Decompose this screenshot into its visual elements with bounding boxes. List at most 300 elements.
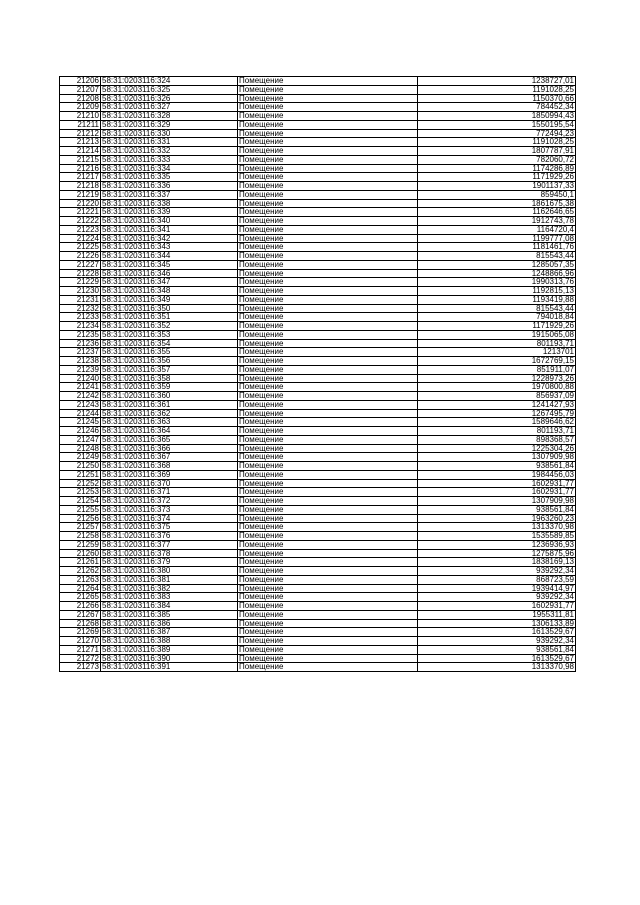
cadastral-value-cell: 1191028,25 <box>418 138 576 147</box>
cadastral-number-cell: 58:31:0203116:350 <box>101 304 238 313</box>
cadastral-value-cell: 1241427,93 <box>418 400 576 409</box>
table-row <box>60 147 576 156</box>
cadastral-number-cell: 58:31:0203116:364 <box>101 427 238 436</box>
cadastral-number-cell: 58:31:0203116:328 <box>101 112 238 121</box>
table-row <box>60 505 576 514</box>
cadastral-value-cell: 1162646,65 <box>418 208 576 217</box>
cadastral-number-cell: 58:31:0203116:382 <box>101 584 238 593</box>
cadastral-number-cell: 58:31:0203116:367 <box>101 453 238 462</box>
cadastral-number-cell: 58:31:0203116:325 <box>101 85 238 94</box>
row-number-cell: 21225 <box>60 243 101 252</box>
row-number-cell: 21210 <box>60 112 101 121</box>
table-row <box>60 584 576 593</box>
row-number-cell: 21223 <box>60 225 101 234</box>
cadastral-number-cell: 58:31:0203116:357 <box>101 365 238 374</box>
object-type-cell: Помещение <box>238 654 418 663</box>
cadastral-value-cell: 1248866,96 <box>418 269 576 278</box>
row-number-cell: 21269 <box>60 628 101 637</box>
table-row <box>60 173 576 182</box>
object-type-cell: Помещение <box>238 462 418 471</box>
table-row <box>60 348 576 357</box>
cadastral-value-cell: 851911,07 <box>418 365 576 374</box>
cadastral-value-cell: 1915065,08 <box>418 330 576 339</box>
table-row <box>60 164 576 173</box>
cadastral-value-cell: 801193,71 <box>418 339 576 348</box>
cadastral-number-cell: 58:31:0203116:353 <box>101 330 238 339</box>
object-type-cell: Помещение <box>238 217 418 226</box>
row-number-cell: 21233 <box>60 313 101 322</box>
row-number-cell: 21234 <box>60 322 101 331</box>
cadastral-value-cell: 1613529,67 <box>418 628 576 637</box>
table-row <box>60 94 576 103</box>
table-row <box>60 322 576 331</box>
row-number-cell: 21248 <box>60 444 101 453</box>
table-row <box>60 549 576 558</box>
cadastral-value-cell: 856937,09 <box>418 392 576 401</box>
cadastral-number-cell: 58:31:0203116:345 <box>101 260 238 269</box>
row-number-cell: 21252 <box>60 479 101 488</box>
cadastral-value-cell: 772494,23 <box>418 129 576 138</box>
table-row <box>60 654 576 663</box>
cadastral-value-cell: 938561,84 <box>418 462 576 471</box>
row-number-cell: 21222 <box>60 217 101 226</box>
row-number-cell: 21242 <box>60 392 101 401</box>
object-type-cell: Помещение <box>238 85 418 94</box>
cadastral-value-cell: 1589646,62 <box>418 418 576 427</box>
cadastral-number-cell: 58:31:0203116:390 <box>101 654 238 663</box>
object-type-cell: Помещение <box>238 155 418 164</box>
cadastral-value-cell: 1225304,26 <box>418 444 576 453</box>
object-type-cell: Помещение <box>238 400 418 409</box>
row-number-cell: 21216 <box>60 164 101 173</box>
row-number-cell: 21239 <box>60 365 101 374</box>
table-row <box>60 444 576 453</box>
cadastral-number-cell: 58:31:0203116:387 <box>101 628 238 637</box>
object-type-cell: Помещение <box>238 637 418 646</box>
cadastral-value-cell: 1602931,77 <box>418 488 576 497</box>
table-row <box>60 260 576 269</box>
cadastral-value-cell: 1535589,85 <box>418 532 576 541</box>
cadastral-value-cell: 1613529,67 <box>418 654 576 663</box>
cadastral-number-cell: 58:31:0203116:326 <box>101 94 238 103</box>
table-row <box>60 532 576 541</box>
object-type-cell: Помещение <box>238 523 418 532</box>
row-number-cell: 21213 <box>60 138 101 147</box>
row-number-cell: 21236 <box>60 339 101 348</box>
row-number-cell: 21230 <box>60 287 101 296</box>
cadastral-value-cell: 1307909,98 <box>418 453 576 462</box>
row-number-cell: 21250 <box>60 462 101 471</box>
cadastral-number-cell: 58:31:0203116:386 <box>101 619 238 628</box>
cadastral-number-cell: 58:31:0203116:374 <box>101 514 238 523</box>
cadastral-value-cell: 938561,84 <box>418 505 576 514</box>
cadastral-value-cell: 1970800,88 <box>418 383 576 392</box>
table-row <box>60 418 576 427</box>
table-row <box>60 208 576 217</box>
cadastral-value-cell: 1990313,76 <box>418 278 576 287</box>
object-type-cell: Помещение <box>238 243 418 252</box>
cadastral-number-cell: 58:31:0203116:337 <box>101 190 238 199</box>
row-number-cell: 21226 <box>60 252 101 261</box>
row-number-cell: 21267 <box>60 610 101 619</box>
table-row <box>60 252 576 261</box>
row-number-cell: 21268 <box>60 619 101 628</box>
cadastral-value-cell: 1984456,03 <box>418 470 576 479</box>
cadastral-number-cell: 58:31:0203116:380 <box>101 567 238 576</box>
table-row <box>60 567 576 576</box>
row-number-cell: 21207 <box>60 85 101 94</box>
row-number-cell: 21211 <box>60 120 101 129</box>
table-row <box>60 304 576 313</box>
object-type-cell: Помещение <box>238 120 418 129</box>
object-type-cell: Помещение <box>238 357 418 366</box>
row-number-cell: 21209 <box>60 103 101 112</box>
row-number-cell: 21244 <box>60 409 101 418</box>
row-number-cell: 21231 <box>60 295 101 304</box>
table-row <box>60 243 576 252</box>
object-type-cell: Помещение <box>238 514 418 523</box>
cadastral-number-cell: 58:31:0203116:334 <box>101 164 238 173</box>
cadastral-value-cell: 815543,44 <box>418 304 576 313</box>
cadastral-number-cell: 58:31:0203116:373 <box>101 505 238 514</box>
table-row <box>60 400 576 409</box>
object-type-cell: Помещение <box>238 190 418 199</box>
object-type-cell: Помещение <box>238 252 418 261</box>
cadastral-number-cell: 58:31:0203116:371 <box>101 488 238 497</box>
table-row <box>60 575 576 584</box>
cadastral-number-cell: 58:31:0203116:349 <box>101 295 238 304</box>
cadastral-value-cell: 1939414,97 <box>418 584 576 593</box>
cadastral-value-cell: 801193,71 <box>418 427 576 436</box>
table-row <box>60 610 576 619</box>
cadastral-number-cell: 58:31:0203116:389 <box>101 645 238 654</box>
cadastral-number-cell: 58:31:0203116:391 <box>101 663 238 672</box>
cadastral-value-cell: 898368,57 <box>418 435 576 444</box>
object-type-cell: Помещение <box>238 269 418 278</box>
object-type-cell: Помещение <box>238 365 418 374</box>
cadastral-value-cell: 939292,34 <box>418 637 576 646</box>
cadastral-value-cell: 1171929,26 <box>418 322 576 331</box>
row-number-cell: 21241 <box>60 383 101 392</box>
table-row <box>60 365 576 374</box>
cadastral-number-cell: 58:31:0203116:375 <box>101 523 238 532</box>
cadastral-value-cell: 939292,34 <box>418 593 576 602</box>
row-number-cell: 21263 <box>60 575 101 584</box>
table-row <box>60 645 576 654</box>
row-number-cell: 21221 <box>60 208 101 217</box>
object-type-cell: Помещение <box>238 295 418 304</box>
table-row <box>60 637 576 646</box>
object-type-cell: Помещение <box>238 497 418 506</box>
cadastral-value-cell: 939292,34 <box>418 567 576 576</box>
cadastral-value-cell: 1150370,66 <box>418 94 576 103</box>
table-row <box>60 77 576 86</box>
cadastral-value-cell: 1313370,98 <box>418 663 576 672</box>
row-number-cell: 21219 <box>60 190 101 199</box>
table-row <box>60 374 576 383</box>
cadastral-number-cell: 58:31:0203116:343 <box>101 243 238 252</box>
cadastral-value-cell: 782060,72 <box>418 155 576 164</box>
table-row <box>60 313 576 322</box>
object-type-cell: Помещение <box>238 348 418 357</box>
cadastral-number-cell: 58:31:0203116:372 <box>101 497 238 506</box>
cadastral-value-cell: 1955311,81 <box>418 610 576 619</box>
row-number-cell: 21220 <box>60 199 101 208</box>
object-type-cell: Помещение <box>238 164 418 173</box>
object-type-cell: Помещение <box>238 427 418 436</box>
table-row <box>60 225 576 234</box>
object-type-cell: Помещение <box>238 470 418 479</box>
object-type-cell: Помещение <box>238 330 418 339</box>
cadastral-value-cell: 1193419,88 <box>418 295 576 304</box>
cadastral-number-cell: 58:31:0203116:335 <box>101 173 238 182</box>
row-number-cell: 21262 <box>60 567 101 576</box>
cadastral-value-cell: 938561,84 <box>418 645 576 654</box>
cadastral-value-cell: 1275875,96 <box>418 549 576 558</box>
cadastral-value-cell: 1285057,35 <box>418 260 576 269</box>
row-number-cell: 21218 <box>60 182 101 191</box>
row-number-cell: 21271 <box>60 645 101 654</box>
cadastral-number-cell: 58:31:0203116:347 <box>101 278 238 287</box>
cadastral-number-cell: 58:31:0203116:332 <box>101 147 238 156</box>
object-type-cell: Помещение <box>238 374 418 383</box>
table-row <box>60 278 576 287</box>
row-number-cell: 21215 <box>60 155 101 164</box>
cadastral-number-cell: 58:31:0203116:362 <box>101 409 238 418</box>
row-number-cell: 21228 <box>60 269 101 278</box>
table-row <box>60 470 576 479</box>
row-number-cell: 21246 <box>60 427 101 436</box>
table-row <box>60 112 576 121</box>
object-type-cell: Помещение <box>238 173 418 182</box>
table-row <box>60 514 576 523</box>
cadastral-value-cell: 1912743,78 <box>418 217 576 226</box>
cadastral-value-cell: 1174286,89 <box>418 164 576 173</box>
table-row <box>60 120 576 129</box>
cadastral-value-cell: 1550195,54 <box>418 120 576 129</box>
cadastral-value-cell: 1213701 <box>418 348 576 357</box>
cadastral-value-cell: 784452,34 <box>418 103 576 112</box>
row-number-cell: 21229 <box>60 278 101 287</box>
row-number-cell: 21245 <box>60 418 101 427</box>
table-row <box>60 129 576 138</box>
cadastral-number-cell: 58:31:0203116:385 <box>101 610 238 619</box>
object-type-cell: Помещение <box>238 392 418 401</box>
cadastral-number-cell: 58:31:0203116:327 <box>101 103 238 112</box>
cadastral-value-cell: 1963260,23 <box>418 514 576 523</box>
table-row <box>60 479 576 488</box>
row-number-cell: 21237 <box>60 348 101 357</box>
cadastral-number-cell: 58:31:0203116:365 <box>101 435 238 444</box>
table-row <box>60 103 576 112</box>
cadastral-number-cell: 58:31:0203116:377 <box>101 540 238 549</box>
row-number-cell: 21257 <box>60 523 101 532</box>
cadastral-value-cell: 1267495,79 <box>418 409 576 418</box>
object-type-cell: Помещение <box>238 103 418 112</box>
cadastral-number-cell: 58:31:0203116:363 <box>101 418 238 427</box>
cadastral-number-cell: 58:31:0203116:324 <box>101 77 238 86</box>
object-type-cell: Помещение <box>238 435 418 444</box>
table-row <box>60 488 576 497</box>
cadastral-number-cell: 58:31:0203116:359 <box>101 383 238 392</box>
object-type-cell: Помещение <box>238 234 418 243</box>
cadastral-number-cell: 58:31:0203116:384 <box>101 602 238 611</box>
cadastral-number-cell: 58:31:0203116:370 <box>101 479 238 488</box>
cadastral-value-cell: 1236936,93 <box>418 540 576 549</box>
cadastral-value-cell: 1602931,77 <box>418 602 576 611</box>
object-type-cell: Помещение <box>238 479 418 488</box>
row-number-cell: 21224 <box>60 234 101 243</box>
object-type-cell: Помещение <box>238 77 418 86</box>
object-type-cell: Помещение <box>238 584 418 593</box>
cadastral-number-cell: 58:31:0203116:330 <box>101 129 238 138</box>
row-number-cell: 21243 <box>60 400 101 409</box>
row-number-cell: 21240 <box>60 374 101 383</box>
table-row <box>60 435 576 444</box>
table-row <box>60 217 576 226</box>
cadastral-value-cell: 1313370,98 <box>418 523 576 532</box>
table-row <box>60 383 576 392</box>
object-type-cell: Помещение <box>238 567 418 576</box>
cadastral-value-cell: 1807787,91 <box>418 147 576 156</box>
object-type-cell: Помещение <box>238 488 418 497</box>
object-type-cell: Помещение <box>238 593 418 602</box>
row-number-cell: 21206 <box>60 77 101 86</box>
cadastral-number-cell: 58:31:0203116:338 <box>101 199 238 208</box>
row-number-cell: 21247 <box>60 435 101 444</box>
row-number-cell: 21259 <box>60 540 101 549</box>
cadastral-value-cell: 859450,1 <box>418 190 576 199</box>
object-type-cell: Помещение <box>238 663 418 672</box>
cadastral-number-cell: 58:31:0203116:331 <box>101 138 238 147</box>
table-row <box>60 558 576 567</box>
row-number-cell: 21260 <box>60 549 101 558</box>
table-row <box>60 462 576 471</box>
cadastral-value-cell: 1199777,08 <box>418 234 576 243</box>
row-number-cell: 21227 <box>60 260 101 269</box>
object-type-cell: Помещение <box>238 505 418 514</box>
cadastral-number-cell: 58:31:0203116:381 <box>101 575 238 584</box>
cadastral-number-cell: 58:31:0203116:368 <box>101 462 238 471</box>
table-row <box>60 269 576 278</box>
cadastral-number-cell: 58:31:0203116:361 <box>101 400 238 409</box>
table-row <box>60 339 576 348</box>
object-type-cell: Помещение <box>238 575 418 584</box>
cadastral-number-cell: 58:31:0203116:354 <box>101 339 238 348</box>
table-row <box>60 409 576 418</box>
table-row <box>60 663 576 672</box>
cadastral-number-cell: 58:31:0203116:341 <box>101 225 238 234</box>
row-number-cell: 21214 <box>60 147 101 156</box>
cadastral-number-cell: 58:31:0203116:348 <box>101 287 238 296</box>
cadastral-value-cell: 1164720,4 <box>418 225 576 234</box>
row-number-cell: 21256 <box>60 514 101 523</box>
table-row <box>60 427 576 436</box>
row-number-cell: 21212 <box>60 129 101 138</box>
object-type-cell: Помещение <box>238 112 418 121</box>
row-number-cell: 21272 <box>60 654 101 663</box>
table-row <box>60 85 576 94</box>
table-row <box>60 593 576 602</box>
cadastral-value-cell: 1238727,01 <box>418 77 576 86</box>
object-type-cell: Помещение <box>238 287 418 296</box>
object-type-cell: Помещение <box>238 453 418 462</box>
object-type-cell: Помещение <box>238 138 418 147</box>
row-number-cell: 21255 <box>60 505 101 514</box>
object-type-cell: Помещение <box>238 602 418 611</box>
object-type-cell: Помещение <box>238 339 418 348</box>
row-number-cell: 21273 <box>60 663 101 672</box>
object-type-cell: Помещение <box>238 260 418 269</box>
table-row <box>60 628 576 637</box>
object-type-cell: Помещение <box>238 610 418 619</box>
cadastral-number-cell: 58:31:0203116:333 <box>101 155 238 164</box>
cadastral-number-cell: 58:31:0203116:369 <box>101 470 238 479</box>
object-type-cell: Помещение <box>238 313 418 322</box>
table-row <box>60 234 576 243</box>
cadastral-number-cell: 58:31:0203116:379 <box>101 558 238 567</box>
cadastral-value-cell: 1171929,26 <box>418 173 576 182</box>
table-row <box>60 619 576 628</box>
table-row <box>60 453 576 462</box>
table-row <box>60 602 576 611</box>
cadastral-number-cell: 58:31:0203116:378 <box>101 549 238 558</box>
cadastral-value-cell: 1306133,89 <box>418 619 576 628</box>
cadastral-value-cell: 1307909,98 <box>418 497 576 506</box>
table-row <box>60 523 576 532</box>
cadastral-value-cell: 1672769,15 <box>418 357 576 366</box>
row-number-cell: 21254 <box>60 497 101 506</box>
row-number-cell: 21261 <box>60 558 101 567</box>
cadastral-number-cell: 58:31:0203116:388 <box>101 637 238 646</box>
object-type-cell: Помещение <box>238 558 418 567</box>
cadastral-number-cell: 58:31:0203116:329 <box>101 120 238 129</box>
cadastral-value-cell: 1901137,33 <box>418 182 576 191</box>
cadastral-value-cell: 1192815,13 <box>418 287 576 296</box>
row-number-cell: 21266 <box>60 602 101 611</box>
cadastral-number-cell: 58:31:0203116:351 <box>101 313 238 322</box>
cadastral-number-cell: 58:31:0203116:376 <box>101 532 238 541</box>
cadastral-number-cell: 58:31:0203116:342 <box>101 234 238 243</box>
object-type-cell: Помещение <box>238 129 418 138</box>
table-row <box>60 190 576 199</box>
table-row <box>60 540 576 549</box>
cadastral-number-cell: 58:31:0203116:336 <box>101 182 238 191</box>
object-type-cell: Помещение <box>238 322 418 331</box>
object-type-cell: Помещение <box>238 549 418 558</box>
object-type-cell: Помещение <box>238 304 418 313</box>
registry-table <box>59 76 576 672</box>
object-type-cell: Помещение <box>238 409 418 418</box>
table-row <box>60 330 576 339</box>
cadastral-number-cell: 58:31:0203116:339 <box>101 208 238 217</box>
object-type-cell: Помещение <box>238 182 418 191</box>
table-row <box>60 155 576 164</box>
cadastral-number-cell: 58:31:0203116:346 <box>101 269 238 278</box>
object-type-cell: Помещение <box>238 540 418 549</box>
object-type-cell: Помещение <box>238 199 418 208</box>
cadastral-value-cell: 868723,59 <box>418 575 576 584</box>
cadastral-number-cell: 58:31:0203116:340 <box>101 217 238 226</box>
row-number-cell: 21253 <box>60 488 101 497</box>
object-type-cell: Помещение <box>238 208 418 217</box>
cadastral-value-cell: 1181461,76 <box>418 243 576 252</box>
cadastral-value-cell: 1602931,77 <box>418 479 576 488</box>
object-type-cell: Помещение <box>238 619 418 628</box>
row-number-cell: 21265 <box>60 593 101 602</box>
object-type-cell: Помещение <box>238 645 418 654</box>
table-row <box>60 295 576 304</box>
